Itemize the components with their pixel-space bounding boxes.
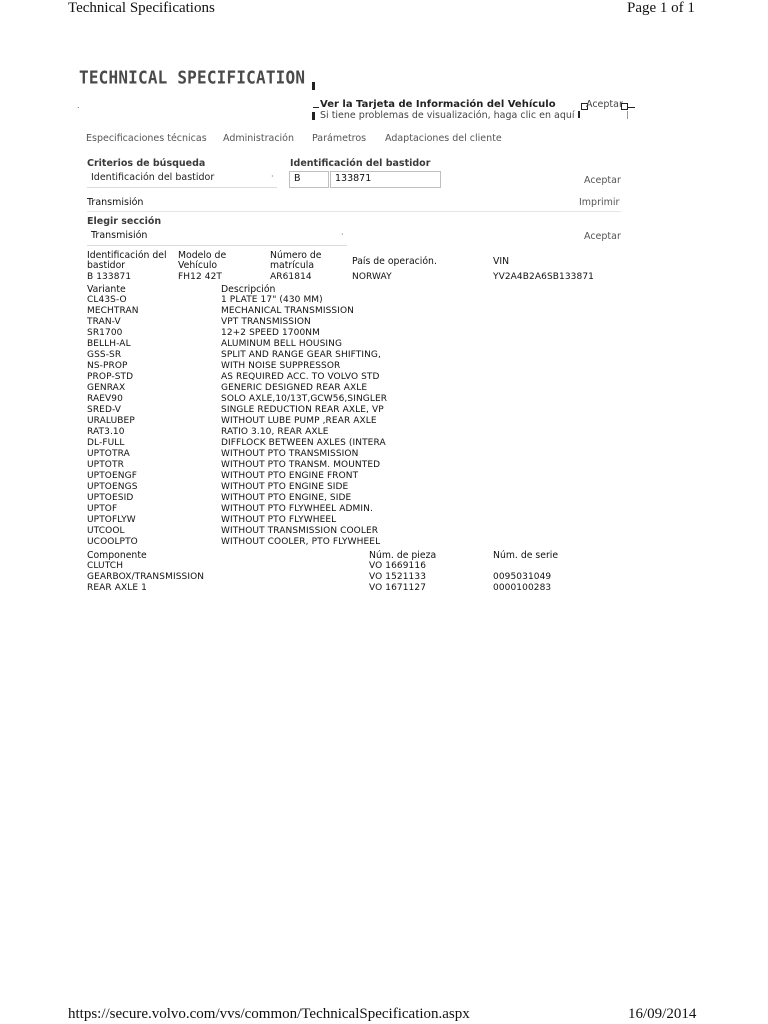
- component-name: GEARBOX/TRANSMISSION: [87, 572, 205, 582]
- print-footer-url: https://secure.volvo.com/vvs/common/TechnicalSpecification.aspx: [68, 1006, 470, 1022]
- nav-parameters[interactable]: Parámetros: [312, 133, 367, 144]
- variant-description: 12+2 SPEED 1700NM: [221, 328, 320, 338]
- chassis-series-value: B: [294, 173, 301, 184]
- tick-mark: [312, 82, 315, 90]
- variant-code: BELLH-AL: [87, 339, 131, 349]
- variant-code: NS-PROP: [87, 361, 128, 371]
- print-footer-date: 16/09/2014: [628, 1006, 697, 1022]
- variant-description: WITHOUT TRANSMISSION COOLER: [221, 526, 379, 536]
- print-header-title: Technical Specifications: [68, 0, 215, 16]
- component-header: Componente: [87, 550, 147, 561]
- variant-code: RAEV90: [87, 394, 123, 404]
- vehicle-registration-value: AR61814: [270, 272, 312, 282]
- vehicle-header-country: País de operación.: [352, 256, 437, 267]
- separator-dot: .: [77, 101, 80, 110]
- variant-description: SPLIT AND RANGE GEAR SHIFTING,: [221, 350, 381, 360]
- variant-description: WITHOUT PTO TRANSM. MOUNTED: [221, 460, 381, 470]
- vehicle-header-registration: Número de matrícula: [270, 250, 322, 271]
- variant-code: TRAN-V: [87, 317, 121, 327]
- component-serial-number: 0095031049: [493, 572, 552, 582]
- search-criteria-select[interactable]: [87, 171, 277, 188]
- chassis-number-input[interactable]: [330, 171, 441, 188]
- variant-description: SINGLE REDUCTION REAR AXLE, VP: [221, 405, 384, 415]
- vehicle-vin-value: YV2A4B2A6SB133871: [493, 272, 594, 282]
- variant-code: PROP-STD: [87, 372, 134, 382]
- tick-mark: [578, 111, 580, 118]
- variant-description: WITHOUT PTO TRANSMISSION: [221, 449, 359, 459]
- variant-description: VPT TRANSMISSION: [221, 317, 311, 327]
- description-header: Descripción: [221, 284, 276, 295]
- search-accept-button[interactable]: Aceptar: [584, 175, 621, 186]
- chassis-number-value: 133871: [335, 173, 372, 184]
- variant-code: RAT3.10: [87, 427, 125, 437]
- vehicle-card-link[interactable]: Ver la Tarjeta de Información del Vehículo: [320, 99, 556, 110]
- section-accept-button[interactable]: Aceptar: [584, 231, 621, 242]
- current-section: Transmisión: [87, 197, 144, 208]
- variant-description: MECHANICAL TRANSMISSION: [221, 306, 354, 316]
- variant-description: ALUMINUM BELL HOUSING: [221, 339, 343, 349]
- variant-code: UPTOENGS: [87, 482, 138, 492]
- variant-description: SOLO AXLE,10/13T,GCW56,SINGLER: [221, 394, 388, 404]
- search-criteria-label: Criterios de búsqueda: [87, 158, 206, 169]
- variant-description: GENERIC DESIGNED REAR AXLE: [221, 383, 368, 393]
- vehicle-header-vin: VIN: [493, 256, 510, 267]
- variant-code: MECHTRAN: [87, 306, 139, 316]
- divider: [627, 111, 628, 119]
- variant-description: WITHOUT COOLER, PTO FLYWHEEL: [221, 537, 381, 547]
- variant-description: WITHOUT PTO FLYWHEEL ADMIN.: [221, 504, 373, 514]
- choose-section-select[interactable]: [87, 229, 347, 246]
- variant-code: UPTOTRA: [87, 449, 130, 459]
- component-part-number: VO 1669116: [369, 561, 427, 571]
- variant-description: RATIO 3.10, REAR AXLE: [221, 427, 329, 437]
- variant-description: WITHOUT LUBE PUMP ,REAR AXLE: [221, 416, 377, 426]
- component-part-number: VO 1671127: [369, 583, 427, 593]
- vehicle-country-value: NORWAY: [352, 272, 392, 282]
- variant-code: UCOOLPTO: [87, 537, 138, 547]
- vehicle-header-model: Modelo de Vehículo: [178, 250, 227, 271]
- component-part-number: VO 1521133: [369, 572, 427, 582]
- underline-mark: [627, 107, 635, 108]
- variant-description: WITHOUT PTO FLYWHEEL: [221, 515, 337, 525]
- choose-section-label: Elegir sección: [87, 216, 162, 227]
- variant-code: URALUBEP: [87, 416, 135, 426]
- variant-description: 1 PLATE 17" (430 MM): [221, 295, 323, 305]
- variant-description: WITHOUT PTO ENGINE FRONT: [221, 471, 359, 481]
- dropdown-arrow-icon: ·: [341, 230, 344, 239]
- vehicle-header-chassis: Identificación del bastidor: [87, 250, 167, 271]
- section-divider: [87, 211, 621, 212]
- underline-mark: [313, 107, 319, 108]
- variant-code: UPTOESID: [87, 493, 134, 503]
- component-name: CLUTCH: [87, 561, 124, 571]
- variant-description: AS REQUIRED ACC. TO VOLVO STD: [221, 372, 380, 382]
- search-criteria-value: Identificación del bastidor: [91, 172, 215, 183]
- variant-code: UTCOOL: [87, 526, 125, 536]
- vehicle-model-value: FH12 42T: [178, 272, 223, 282]
- chassis-id-label: Identificación del bastidor: [290, 158, 431, 169]
- component-serial-number: 0000100283: [493, 583, 552, 593]
- serial-number-header: Núm. de serie: [493, 550, 559, 561]
- choose-section-value: Transmisión: [91, 230, 148, 241]
- variant-header: Variante: [87, 284, 126, 295]
- nav-technical-specs[interactable]: Especificaciones técnicas: [86, 133, 207, 144]
- tick-mark: [312, 112, 315, 120]
- variant-code: DL-FULL: [87, 438, 125, 448]
- variant-code: UPTOTR: [87, 460, 124, 470]
- variant-description: WITHOUT PTO ENGINE SIDE: [221, 482, 349, 492]
- print-button[interactable]: Imprimir: [579, 197, 620, 208]
- vehicle-chassis-value: B 133871: [87, 272, 132, 282]
- variant-code: UPTOENGF: [87, 471, 137, 481]
- variant-description: WITH NOISE SUPPRESSOR: [221, 361, 341, 371]
- variant-code: SR1700: [87, 328, 123, 338]
- dropdown-arrow-icon: ·: [271, 172, 274, 181]
- nav-customer-adaptations[interactable]: Adaptaciones del cliente: [385, 133, 502, 144]
- variant-code: CL43S-O: [87, 295, 127, 305]
- variant-code: GENRAX: [87, 383, 126, 393]
- variant-code: SRED-V: [87, 405, 122, 415]
- page-title: TECHNICAL SPECIFICATION: [79, 67, 306, 88]
- chassis-series-input[interactable]: [289, 171, 329, 188]
- variant-code: UPTOFLYW: [87, 515, 136, 525]
- variant-code: UPTOF: [87, 504, 118, 514]
- nav-administration[interactable]: Administración: [223, 133, 295, 144]
- part-number-header: Núm. de pieza: [369, 550, 437, 561]
- vehicle-card-hint[interactable]: Si tiene problemas de visualización, haga clic en aquí: [320, 110, 575, 121]
- component-name: REAR AXLE 1: [87, 583, 147, 593]
- print-header-page: Page 1 of 1: [627, 0, 695, 16]
- variant-description: DIFFLOCK BETWEEN AXLES (INTERA: [221, 438, 386, 448]
- variant-code: GSS-SR: [87, 350, 122, 360]
- vehicle-card-accept-button[interactable]: Aceptar: [586, 99, 623, 110]
- variant-description: WITHOUT PTO ENGINE, SIDE: [221, 493, 352, 503]
